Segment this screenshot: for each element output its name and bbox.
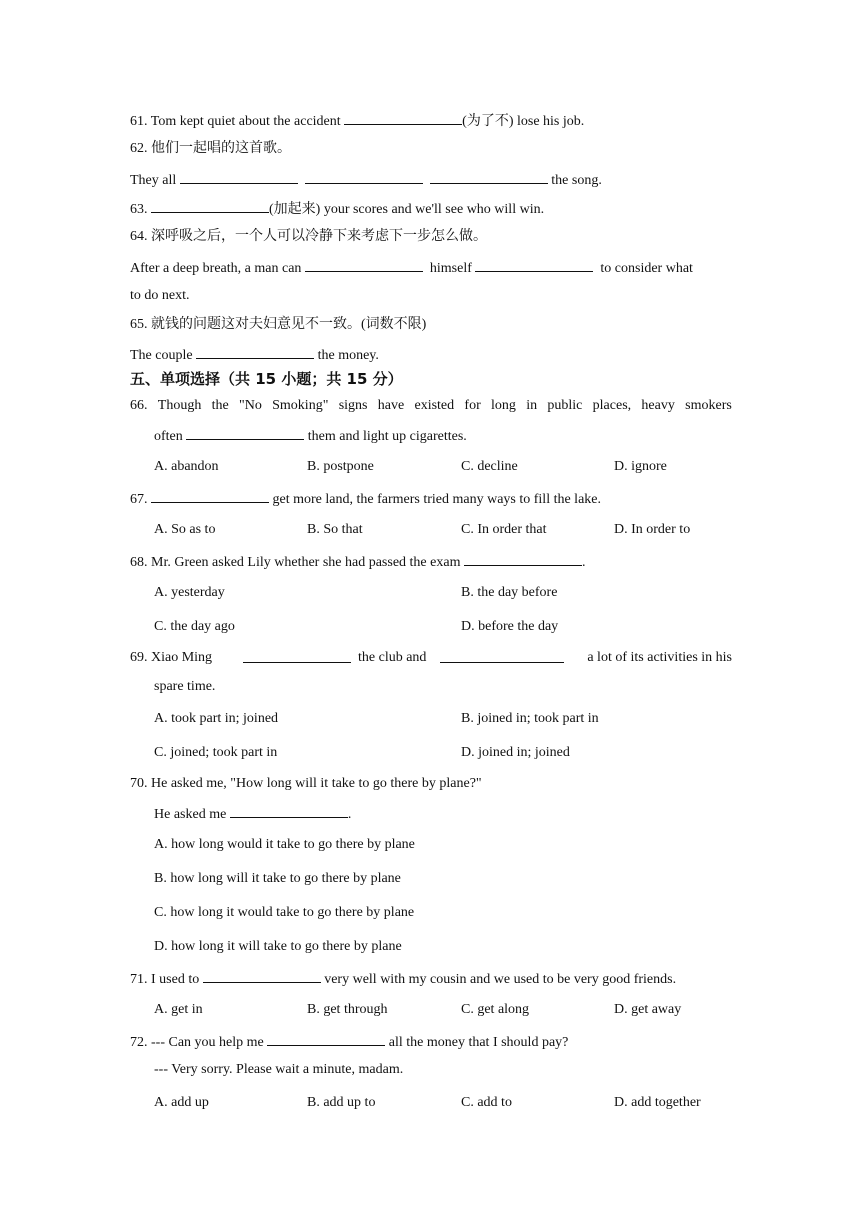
option-a[interactable]: A. abandon [154, 459, 219, 474]
option-c[interactable]: C. the day ago [154, 619, 235, 634]
answer-blank[interactable] [305, 260, 423, 272]
question-64-part-b: himself [426, 261, 476, 276]
question-65-end: the money. [314, 348, 379, 363]
question-70-line-1: 70. He asked me, "How long will it take to go there by plane?" [130, 776, 482, 791]
question-71-text: 71. I used to [130, 972, 203, 987]
answer-blank[interactable] [344, 113, 462, 125]
question-65-start: The couple [130, 348, 197, 363]
question-63-number: 63. [130, 202, 151, 217]
question-72-end: all the money that I should pay? [385, 1035, 569, 1050]
option-d[interactable]: D. get away [614, 1002, 682, 1017]
question-63 [130, 201, 732, 217]
option-b[interactable]: B. joined in; took part in [461, 711, 599, 726]
question-66-start: often [154, 429, 187, 444]
answer-blank[interactable] [151, 201, 269, 213]
option-a[interactable]: A. get in [154, 1002, 203, 1017]
option-d[interactable]: D. ignore [614, 459, 667, 474]
question-62-prompt: 62. 他们一起唱的这首歌。 [130, 141, 291, 156]
question-63-text: (加起来) your scores and we'll see who will win. [269, 202, 545, 217]
word: signs [338, 398, 368, 413]
question-61 [130, 113, 732, 129]
word: Smoking" [272, 398, 329, 413]
question-67 [130, 491, 732, 507]
option-b[interactable]: B. add up to [307, 1095, 376, 1110]
question-70-start: He asked me [154, 807, 230, 822]
option-b[interactable]: B. So that [307, 522, 363, 537]
option-c[interactable]: C. In order that [461, 522, 547, 537]
answer-blank[interactable] [430, 172, 548, 184]
option-c[interactable]: C. add to [461, 1095, 512, 1110]
question-69-continuation: spare time. [154, 679, 216, 694]
word: existed [414, 398, 455, 413]
question-72-start: 72. --- Can you help me [130, 1035, 268, 1050]
question-68-text: 68. Mr. Green asked Lily whether she had passed the exam [130, 555, 464, 570]
question-70-line-2 [154, 806, 732, 822]
option-c[interactable]: C. joined; took part in [154, 745, 278, 760]
question-66-line-2 [154, 428, 732, 444]
word: heavy [641, 398, 675, 413]
question-72-line-2: --- Very sorry. Please wait a minute, madam. [154, 1062, 404, 1077]
question-61-text: 61. Tom kept quiet about the accident [130, 114, 345, 129]
option-a[interactable]: A. So as to [154, 522, 216, 537]
question-67-text: get more land, the farmers tried many ways to fill the lake. [269, 492, 602, 507]
question-62-end: the song. [547, 173, 602, 188]
question-68 [130, 554, 732, 570]
question-64-prompt: 64. 深呼吸之后，一个人可以冷静下来考虑下一步怎么做。 [130, 229, 487, 244]
question-69 [130, 651, 732, 665]
word: 66. [130, 398, 148, 413]
question-68-end: . [581, 555, 586, 570]
option-d[interactable]: D. how long it will take to go there by plane [154, 939, 402, 954]
question-71 [130, 971, 732, 987]
question-64-part-c: to consider what [596, 261, 693, 276]
word: public [547, 398, 583, 413]
option-d[interactable]: D. before the day [461, 619, 559, 634]
question-62-line [130, 172, 732, 188]
word: for [464, 398, 481, 413]
option-a[interactable]: A. took part in; joined [154, 711, 279, 726]
option-b[interactable]: B. postpone [307, 459, 374, 474]
word: long [491, 398, 516, 413]
option-a[interactable]: A. yesterday [154, 585, 225, 600]
question-61-hint: (为了不) lose his job. [462, 114, 585, 129]
question-71-end: very well with my cousin and we used to be very good friends. [320, 972, 677, 987]
question-62-start: They all [130, 173, 180, 188]
question-65-line [130, 347, 732, 363]
word: the [211, 398, 229, 413]
answer-blank[interactable] [243, 651, 351, 663]
question-69-part-c: a lot of its activities in his [587, 650, 732, 665]
answer-blank[interactable] [203, 971, 321, 983]
answer-blank[interactable] [151, 491, 269, 503]
answer-blank[interactable] [186, 428, 304, 440]
answer-blank[interactable] [305, 172, 423, 184]
question-70-end: . [347, 807, 352, 822]
question-69-part-a: 69. Xiao Ming [130, 650, 213, 665]
option-b[interactable]: B. get through [307, 1002, 388, 1017]
question-64-part-a: After a deep breath, a man can [130, 261, 305, 276]
option-a[interactable]: A. add up [154, 1095, 209, 1110]
answer-blank[interactable] [475, 260, 593, 272]
section-heading: 五、单项选择（共 15 小题；共 15 分） [130, 370, 403, 388]
option-b[interactable]: B. how long will it take to go there by plane [154, 871, 401, 886]
question-67-number: 67. [130, 492, 151, 507]
question-66-end: them and light up cigarettes. [304, 429, 467, 444]
question-64-line [130, 260, 732, 276]
option-c[interactable]: C. how long it would take to go there by plane [154, 905, 415, 920]
answer-blank[interactable] [440, 651, 564, 663]
word: "No [239, 398, 262, 413]
option-d[interactable]: D. add together [614, 1095, 701, 1110]
answer-blank[interactable] [196, 347, 314, 359]
option-c[interactable]: C. get along [461, 1002, 530, 1017]
option-b[interactable]: B. the day before [461, 585, 558, 600]
answer-blank[interactable] [464, 554, 582, 566]
question-69-part-b: the club and [358, 650, 427, 665]
word: have [377, 398, 405, 413]
word: Though [157, 398, 202, 413]
word: in [526, 398, 538, 413]
question-65-prompt: 65. 就钱的问题这对夫妇意见不一致。(词数不限) [130, 317, 427, 332]
option-d[interactable]: D. In order to [614, 522, 691, 537]
option-d[interactable]: D. joined in; joined [461, 745, 570, 760]
question-72-line-1 [130, 1034, 732, 1050]
word: smokers [685, 398, 732, 413]
question-64-continuation: to do next. [130, 288, 190, 303]
answer-blank[interactable] [180, 172, 298, 184]
answer-blank[interactable] [267, 1034, 385, 1046]
word: places, [592, 398, 632, 413]
option-a[interactable]: A. how long would it take to go there by plane [154, 837, 415, 852]
answer-blank[interactable] [230, 806, 348, 818]
question-66-line-1 [130, 399, 732, 413]
option-c[interactable]: C. decline [461, 459, 518, 474]
